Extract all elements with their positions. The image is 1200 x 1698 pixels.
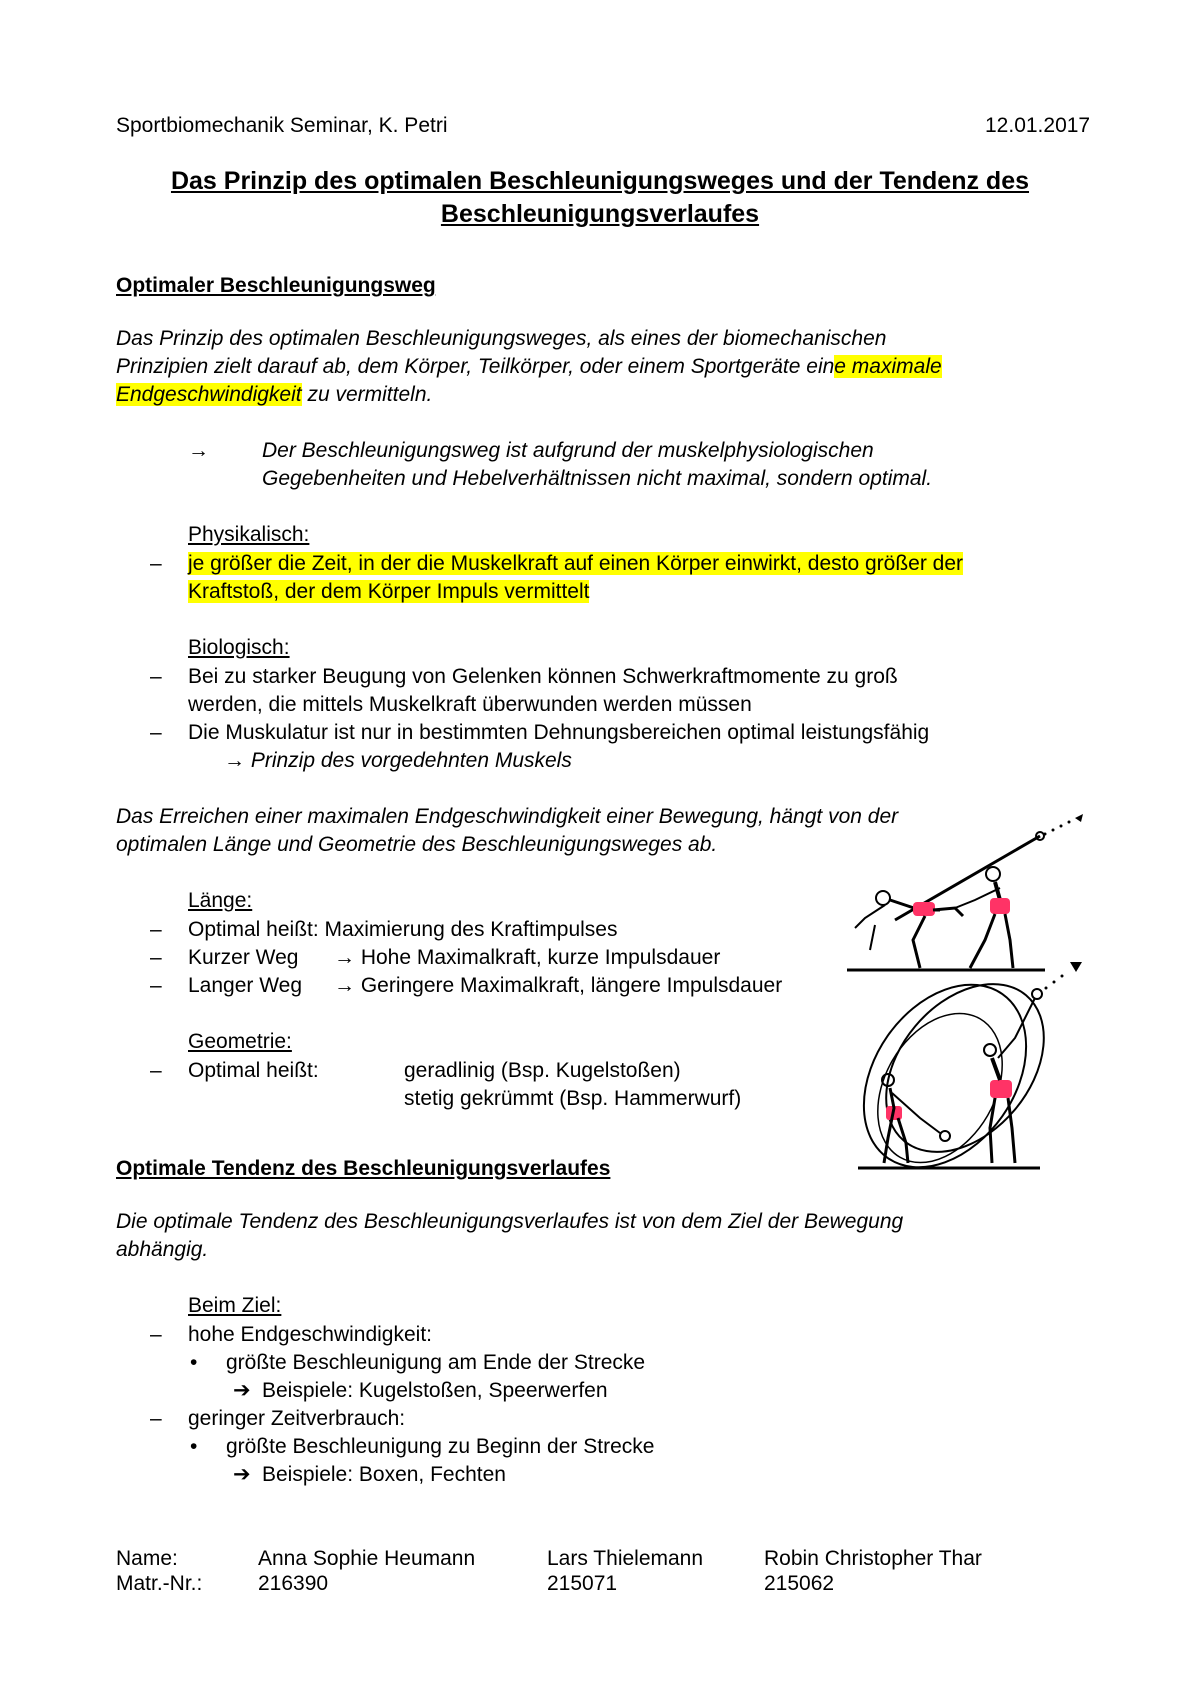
summary-line-2: optimalen Länge und Geometrie des Beschleunigungsweges ab.: [116, 833, 718, 856]
tendenz-intro-line-1: Die optimale Tendenz des Beschleunigungsverlaufes ist von dem Ziel der Bewegung: [116, 1210, 904, 1233]
laenge-item-2-b: → Hohe Maximalkraft, kurze Impulsdauer: [334, 946, 721, 969]
ziel-group-2-example: Beispiele: Boxen, Fechten: [262, 1463, 506, 1486]
javelin-throw-figure: [845, 800, 1090, 980]
geometrie-item-1-a: Optimal heißt:: [188, 1059, 319, 1082]
physikalisch-line-1: je größer die Zeit, in der die Muskelkraft auf einen Körper einwirkt, desto größer der: [188, 552, 964, 575]
dash-marker: –: [150, 974, 162, 997]
section-heading-optimaler-beschleunigungsweg: Optimaler Beschleunigungsweg: [116, 274, 436, 297]
dash-marker: –: [150, 918, 162, 941]
ziel-group-2-bullet: größte Beschleunigung zu Beginn der Strecke: [226, 1435, 655, 1458]
right-arrow-icon: ➔: [233, 1379, 251, 1402]
footer-person-3-name: Robin Christopher Thar: [764, 1547, 982, 1570]
ziel-group-1-example: Beispiele: Kugelstoßen, Speerwerfen: [262, 1379, 608, 1402]
tendenz-intro-line-2: abhängig.: [116, 1238, 209, 1261]
geometrie-item-1-c: stetig gekrümmt (Bsp. Hammerwurf): [404, 1087, 742, 1110]
highlight-maximale: e maximale: [834, 355, 942, 378]
header-date: 12.01.2017: [985, 114, 1091, 137]
document-title-line1: Das Prinzip des optimalen Beschleunigungsweges und der Tendenz des: [170, 167, 1030, 195]
biologisch-item-2: Die Muskulatur ist nur in bestimmten Dehnungsbereichen optimal leistungsfähig: [188, 721, 930, 744]
footer-matr-label: Matr.-Nr.:: [116, 1572, 203, 1595]
footer-person-3-matr: 215062: [764, 1572, 835, 1595]
laenge-item-2-a: Kurzer Weg: [188, 946, 299, 969]
arrow-note-line-1: Der Beschleunigungsweg ist aufgrund der muskelphysiologischen: [262, 439, 874, 462]
ziel-group-1-bullet: größte Beschleunigung am Ende der Strecke: [226, 1351, 646, 1374]
dash-marker: –: [150, 721, 162, 744]
geometrie-item-1-b: geradlinig (Bsp. Kugelstoßen): [404, 1059, 681, 1082]
label-beim-ziel: Beim Ziel:: [188, 1294, 282, 1317]
footer-person-2-name: Lars Thielemann: [547, 1547, 704, 1570]
bullet-icon: •: [190, 1435, 198, 1458]
arrow-note-line-2: Gegebenheiten und Hebelverhältnissen nicht maximal, sondern optimal.: [262, 467, 933, 490]
ziel-group-2: geringer Zeitverbrauch:: [188, 1407, 406, 1430]
hammer-throw-figure: [840, 958, 1090, 1173]
label-laenge: Länge:: [188, 889, 253, 912]
dash-marker: –: [150, 1059, 162, 1082]
arrow-icon: →: [188, 439, 209, 462]
intro-line-1: Das Prinzip des optimalen Beschleunigungsweges, als eines der biomechanischen: [116, 327, 887, 350]
footer-name-label: Name:: [116, 1547, 178, 1570]
right-arrow-icon: ➔: [233, 1463, 251, 1486]
dash-marker: –: [150, 552, 162, 575]
biologisch-item-1-line-2: werden, die mittels Muskelkraft überwunden werden müssen: [188, 693, 752, 716]
dash-marker: –: [150, 1323, 162, 1346]
intro-line-3: Endgeschwindigkeit zu vermitteln.: [116, 383, 433, 406]
header-course: Sportbiomechanik Seminar, K. Petri: [116, 114, 448, 137]
physikalisch-line-2: Kraftstoß, der dem Körper Impuls vermittelt: [188, 580, 590, 603]
section-heading-optimale-tendenz: Optimale Tendenz des Beschleunigungsverlaufes: [116, 1157, 611, 1180]
intro-line-2: Prinzipien zielt darauf ab, dem Körper, Teilkörper, oder einem Sportgeräte eine maximale: [116, 355, 942, 378]
summary-line-1: Das Erreichen einer maximalen Endgeschwindigkeit einer Bewegung, hängt von der: [116, 805, 899, 828]
document-title-line2: Beschleunigungsverlaufes: [440, 200, 760, 228]
label-biologisch: Biologisch:: [188, 636, 290, 659]
biologisch-item-2-sub: → Prinzip des vorgedehnten Muskels: [224, 749, 572, 772]
footer-person-1-name: Anna Sophie Heumann: [258, 1547, 476, 1570]
laenge-item-1: Optimal heißt: Maximierung des Kraftimpulses: [188, 918, 618, 941]
footer-person-1-matr: 216390: [258, 1572, 329, 1595]
laenge-item-3-a: Langer Weg: [188, 974, 303, 997]
label-geometrie: Geometrie:: [188, 1030, 292, 1053]
footer-person-2-matr: 215071: [547, 1572, 618, 1595]
label-physikalisch: Physikalisch:: [188, 523, 310, 546]
biologisch-item-1-line-1: Bei zu starker Beugung von Gelenken können Schwerkraftmomente zu groß: [188, 665, 898, 688]
dash-marker: –: [150, 665, 162, 688]
dash-marker: –: [150, 1407, 162, 1430]
dash-marker: –: [150, 946, 162, 969]
highlight-endgeschwindigkeit: Endgeschwindigkeit: [116, 383, 302, 406]
ziel-group-1: hohe Endgeschwindigkeit:: [188, 1323, 433, 1346]
bullet-icon: •: [190, 1351, 198, 1374]
laenge-item-3-b: → Geringere Maximalkraft, längere Impulsdauer: [334, 974, 783, 997]
